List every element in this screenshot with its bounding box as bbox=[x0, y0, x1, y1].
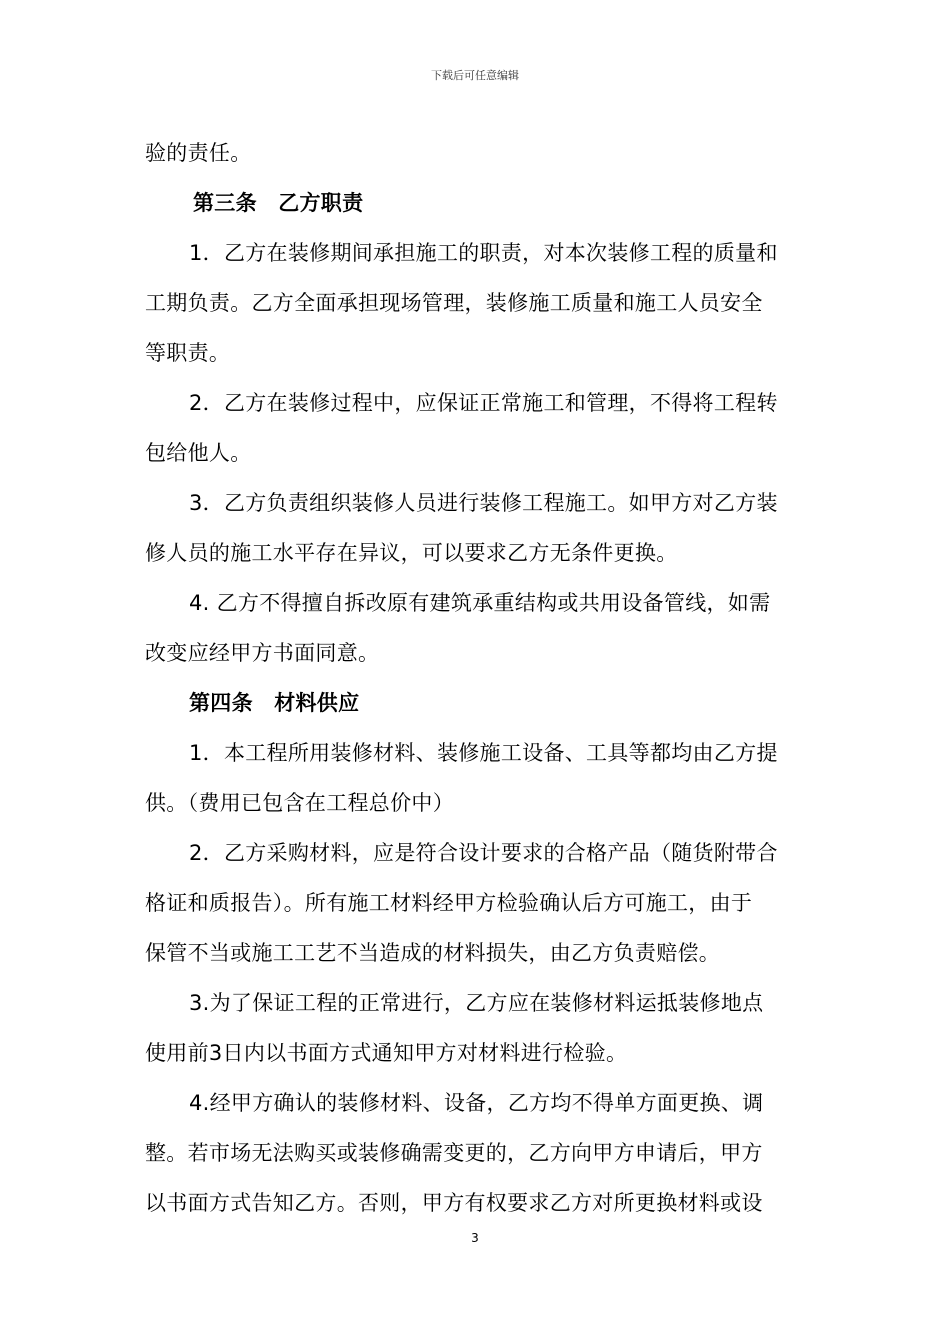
body-line: 修人员的施工水平存在异议，可以要求乙方无条件更换。 bbox=[145, 541, 678, 565]
body-line: 1．本工程所用装修材料、装修施工设备、工具等都均由乙方提 bbox=[189, 741, 778, 765]
body-line: 格证和质报告）。所有施工材料经甲方检验确认后方可施工，由于 bbox=[145, 891, 753, 915]
body-line: 4. 乙方不得擅自拆改原有建筑承重结构或共用设备管线，如需 bbox=[189, 591, 771, 615]
body-line: 等职责。 bbox=[145, 341, 231, 365]
page-header: 下载后可任意编辑 bbox=[431, 69, 519, 82]
body-line: 4.经甲方确认的装修材料、设备，乙方均不得单方面更换、调 bbox=[189, 1091, 764, 1115]
body-line: 2．乙方在装修过程中，应保证正常施工和管理，不得将工程转 bbox=[189, 391, 778, 415]
body-line: 包给他人。 bbox=[145, 441, 252, 465]
body-line: 2．乙方采购材料，应是符合设计要求的合格产品（随货附带合 bbox=[189, 841, 778, 865]
body-line: 以书面方式告知乙方。否则，甲方有权要求乙方对所更换材料或设 bbox=[145, 1191, 763, 1215]
document-body bbox=[145, 128, 807, 1228]
body-line: 3.为了保证工程的正常进行，乙方应在装修材料运抵装修地点 bbox=[189, 991, 764, 1015]
body-line: 1．乙方在装修期间承担施工的职责，对本次装修工程的质量和 bbox=[189, 241, 778, 265]
body-line: 使用前3日内以书面方式通知甲方对材料进行检验。 bbox=[145, 1041, 628, 1065]
body-line: 整。若市场无法购买或装修确需变更的，乙方向甲方申请后，甲方 bbox=[145, 1141, 763, 1165]
section-heading: 第四条 材料供应 bbox=[189, 691, 360, 715]
page-number: 3 bbox=[471, 1231, 479, 1245]
body-line: 改变应经甲方书面同意。 bbox=[145, 641, 380, 665]
body-line: 供。（费用已包含在工程总价中） bbox=[145, 791, 454, 815]
body-line: 验的责任。 bbox=[145, 141, 252, 165]
section-heading: 第三条 乙方职责 bbox=[193, 191, 364, 215]
body-line: 保管不当或施工工艺不当造成的材料损失，由乙方负责赔偿。 bbox=[145, 941, 721, 965]
body-line: 3．乙方负责组织装修人员进行装修工程施工。如甲方对乙方装 bbox=[189, 491, 778, 515]
body-line: 工期负责。乙方全面承担现场管理，装修施工质量和施工人员安全 bbox=[145, 291, 763, 315]
